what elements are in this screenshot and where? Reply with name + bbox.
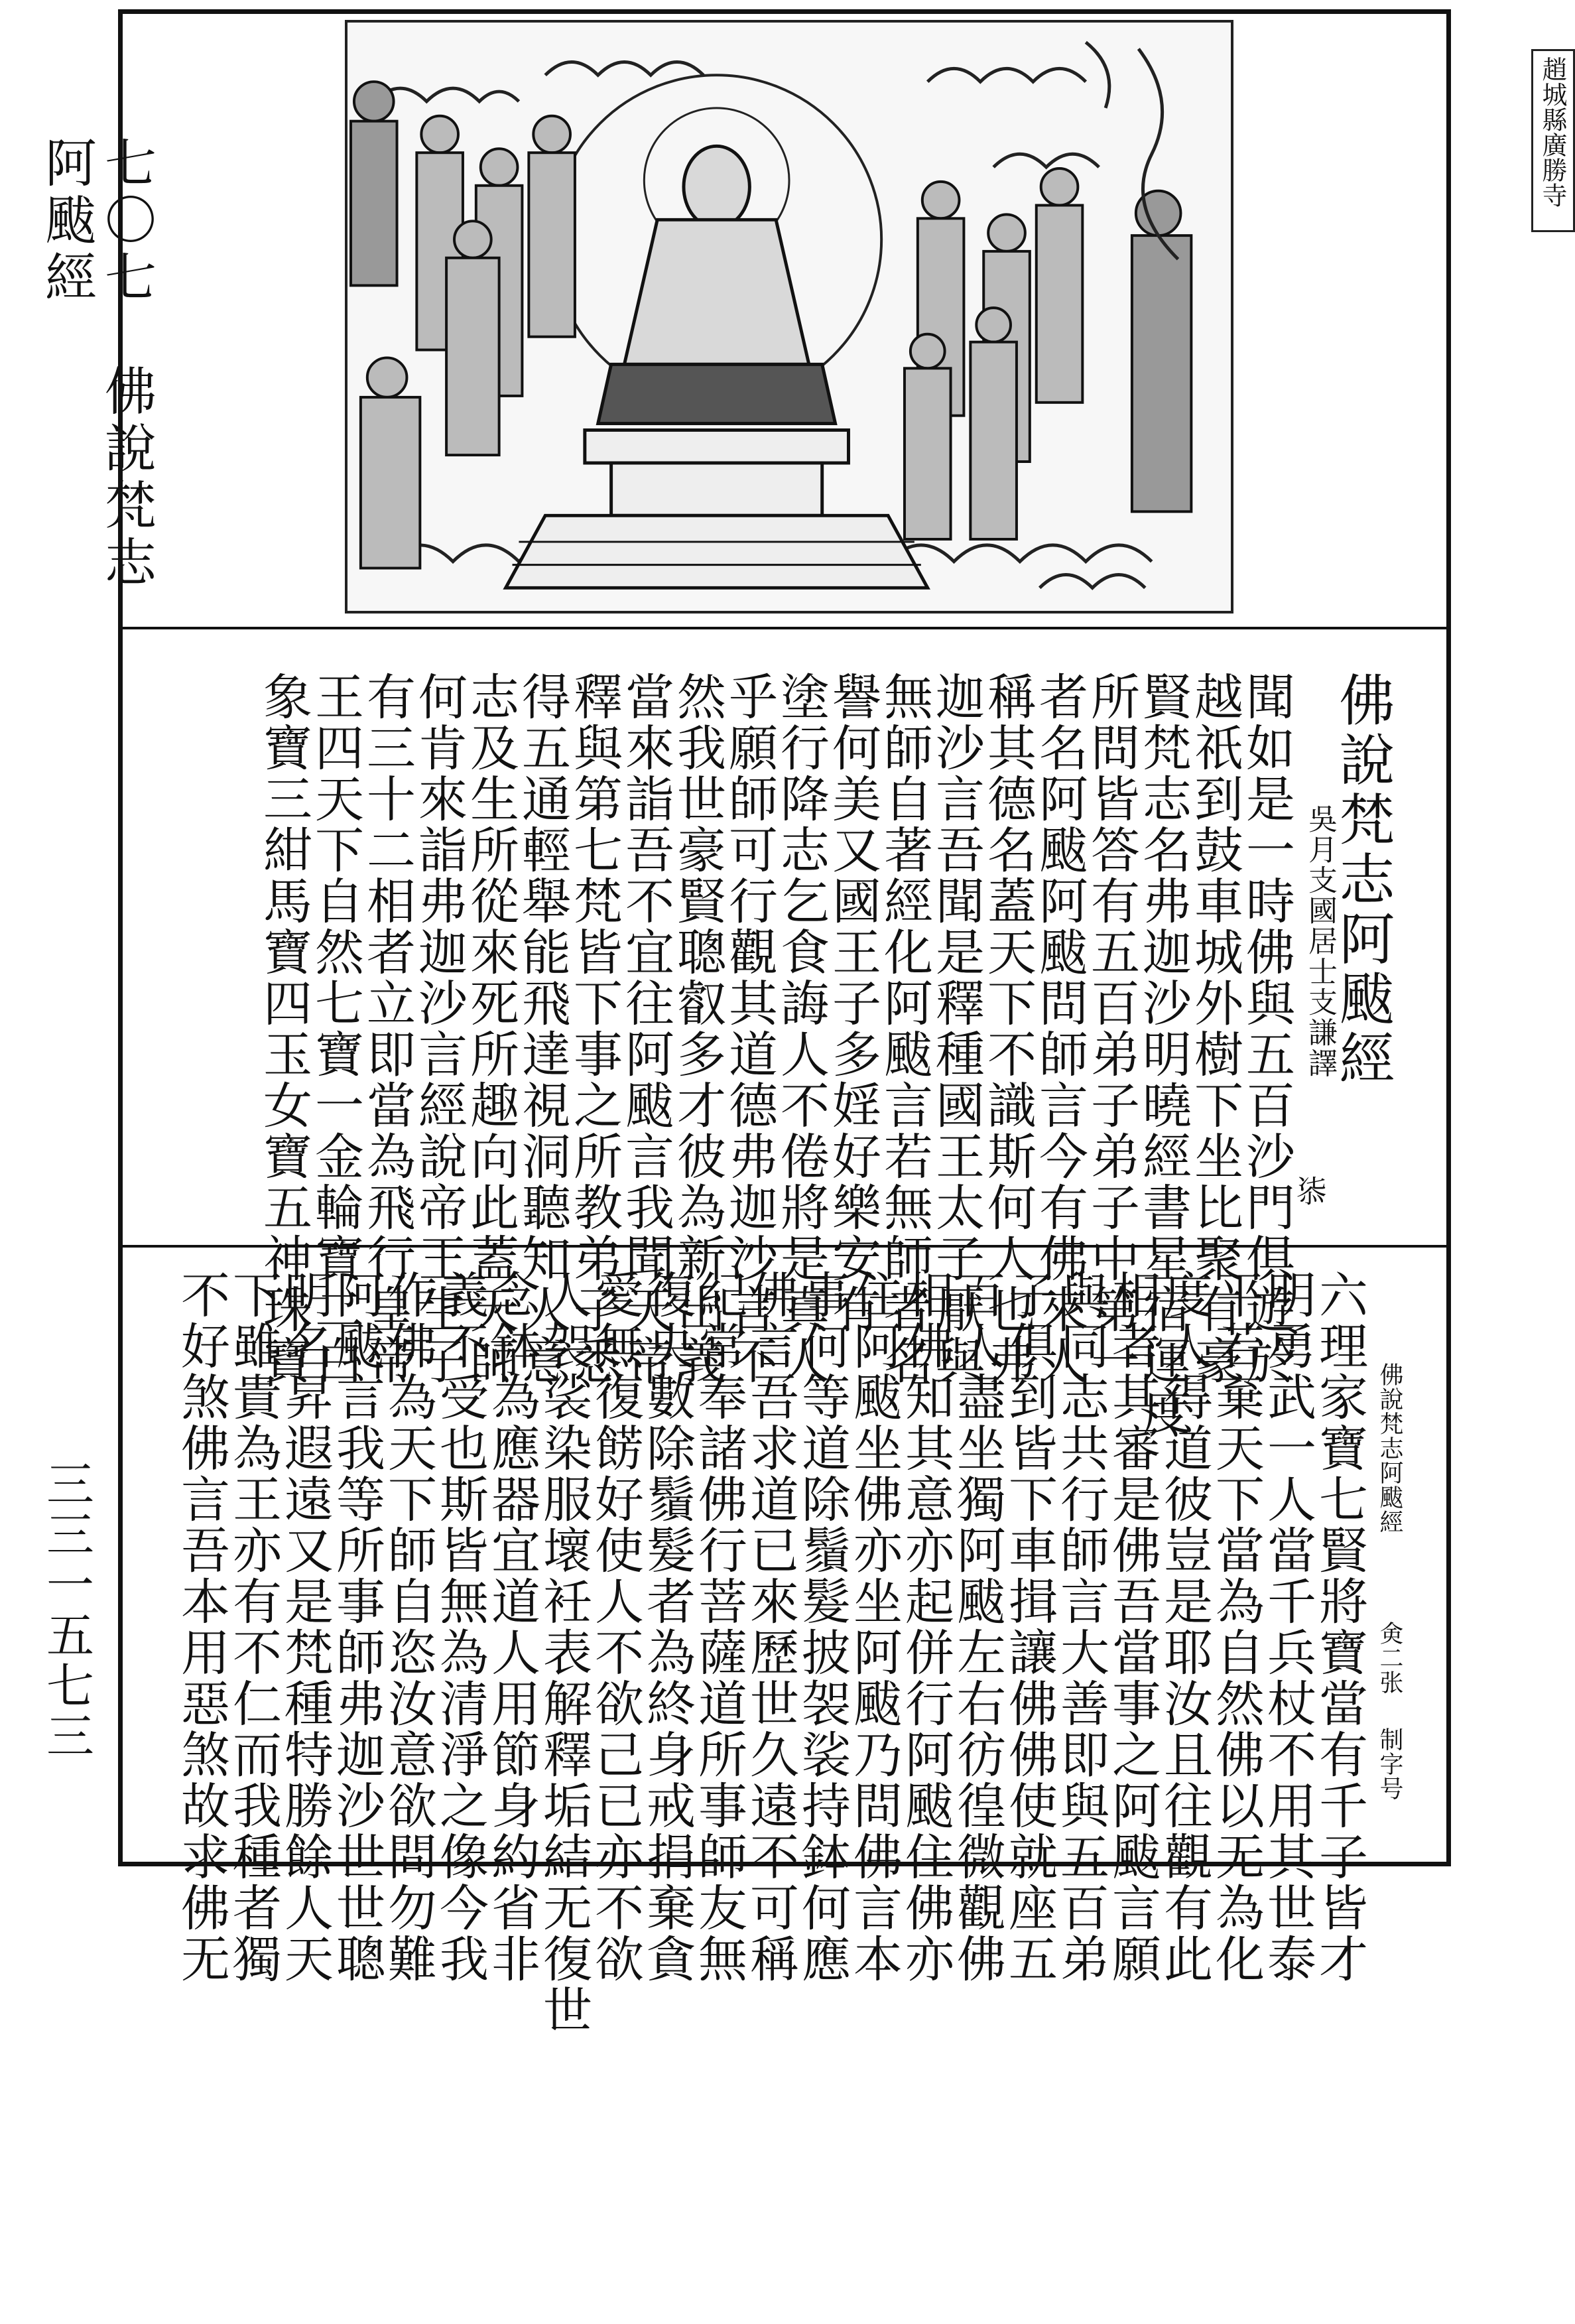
sutra-title: 佛說梵志阿颰經 bbox=[1330, 671, 1395, 1089]
lower-text-section bbox=[118, 1250, 1451, 2035]
text-column: 明名昇遐遠又是梵種特勝餘人天 bbox=[277, 1269, 334, 1984]
text-column: 越祇到鼓車城外樹下坐比聚有豪 bbox=[1186, 671, 1243, 1386]
page-number: 三三一五七三 bbox=[38, 1459, 94, 1762]
upper-text-section bbox=[118, 631, 1451, 1437]
text-column: 紀常奉諸佛行菩薩道所事師友無 bbox=[690, 1269, 747, 1984]
text-column: 住阿颰坐佛亦坐阿颰乃問佛言本 bbox=[846, 1269, 903, 1984]
text-column: 阿颰言我等所事師弗迦沙世世聰 bbox=[328, 1269, 385, 1984]
text-column: 下雖貴為王亦有不仁而我種者獨 bbox=[225, 1269, 282, 1984]
text-column: 百人盡坐獨阿颰左右彷徨微觀佛 bbox=[949, 1269, 1006, 1984]
margin-mark: 㓒 bbox=[1292, 1175, 1328, 1208]
text-column: 作佛為天下師自恣汝意欲問勿難 bbox=[380, 1269, 437, 1984]
text-column: 明勇武一人當千兵杖不用其世泰 bbox=[1259, 1269, 1316, 1984]
text-column: 譽何美又國王子多婬好樂安有 bbox=[824, 671, 881, 1335]
volume-number: 七〇七 bbox=[96, 136, 156, 307]
text-column: 所問皆答有五百弟子弟子中第一 bbox=[1083, 671, 1140, 1386]
text-column: 聞如是一時佛與五百沙門俱遊於 bbox=[1238, 671, 1295, 1386]
text-column: 然我世豪賢聰叡多才彼為新出義 bbox=[669, 671, 726, 1386]
text-column: 得五通輕舉能飛達視洞聽知人意 bbox=[514, 671, 571, 1386]
text-column: 王四天下自然七寶一金輪寶二白 bbox=[307, 671, 364, 1386]
text-column: 當來詣吾不宜往阿颰言我聞天帝 bbox=[617, 671, 674, 1386]
text-column: 事何等道除鬚髮披袈裟持鉢何應 bbox=[794, 1269, 851, 1984]
translator-line: 吳月支國居士支謙譯 bbox=[1303, 804, 1337, 1078]
text-column: 無師自著經化阿颰言若無師者名 bbox=[876, 671, 933, 1386]
text-column: 念鉢為應器宜道人用節身約省非 bbox=[483, 1269, 540, 1984]
text-column: 相者其審是佛吾當事之阿颰言願 bbox=[1104, 1269, 1161, 1984]
text-column: 愛無復餝好使人不欲己已亦不欲 bbox=[587, 1269, 644, 1984]
margin-sutra-title: 佛說梵志阿颰經 bbox=[36, 136, 156, 592]
text-column: 六理家寶七賢將寶當有千子皆才 bbox=[1311, 1269, 1368, 1984]
text-column: 度人得道彼豈是耶汝且往觀有此 bbox=[1156, 1269, 1213, 1984]
text-column: 者名阿颰阿颰問師言今有佛來人 bbox=[1031, 671, 1088, 1386]
buddha-assembly-image bbox=[347, 23, 1231, 611]
text-column: 何肯來詣弗迦沙言經說帝王生子 bbox=[410, 671, 468, 1386]
text-column: 乎願師可行觀其道德弗迦沙言不 bbox=[721, 671, 778, 1386]
text-column: 佛言吾求道已來歷世久遠不可稱 bbox=[742, 1269, 799, 1984]
illustration-caption-box bbox=[1531, 49, 1575, 232]
text-column: 志及生所從來死所趣向此蓋天師 bbox=[462, 671, 519, 1386]
text-column: 子俱到皆下車揖讓佛佛使就座五 bbox=[1001, 1269, 1058, 1984]
text-column: 塗行降志乞食誨人不倦將是真人 bbox=[773, 671, 830, 1386]
text-column: 人袈裟染服壞衽表解釋垢結无復世 bbox=[535, 1269, 592, 2035]
text-column: 釋與第七梵皆下事之所教弟子悉 bbox=[566, 671, 623, 1386]
text-column: 平若棄天下當為自然佛以无為化 bbox=[1208, 1269, 1265, 1984]
woodblock-illustration bbox=[345, 20, 1567, 613]
text-column: 不好煞佛言吾本用惡煞故求佛无 bbox=[173, 1269, 230, 1984]
text-column: 有三十二相者立即當為飛行皇帝 bbox=[359, 671, 416, 1386]
text-column: 義不受也斯皆無為清淨之像今我 bbox=[432, 1269, 489, 1984]
text-column: 復央數除鬚髮者為終身戒捐棄貪 bbox=[639, 1269, 696, 1984]
text-column: 與同志共行師言大善即與五百弟 bbox=[1052, 1269, 1109, 1984]
footer-note-3: 制字号 bbox=[1376, 1727, 1403, 1801]
text-column: 迦沙言吾聞是釋種國王太子厭與 bbox=[928, 671, 985, 1386]
text-column: 象寶三紺馬寶四玉女寶五神珠寶 bbox=[255, 671, 312, 1386]
text-column: 稱其德名蓋天下不識斯何人也弗 bbox=[979, 671, 1037, 1386]
text-column: 賢梵志名弗迦沙明曉經書星宿運度 bbox=[1135, 671, 1192, 1437]
text-column: 相佛知其意亦起併行阿颰住佛亦 bbox=[897, 1269, 954, 1984]
section-divider-1 bbox=[118, 627, 1451, 629]
illustration-caption: 趙城縣廣勝寺 bbox=[1538, 56, 1567, 208]
footer-note-2: 㑒二张 bbox=[1376, 1621, 1403, 1695]
footer-note: 佛說梵志阿颰經 bbox=[1376, 1362, 1403, 1534]
